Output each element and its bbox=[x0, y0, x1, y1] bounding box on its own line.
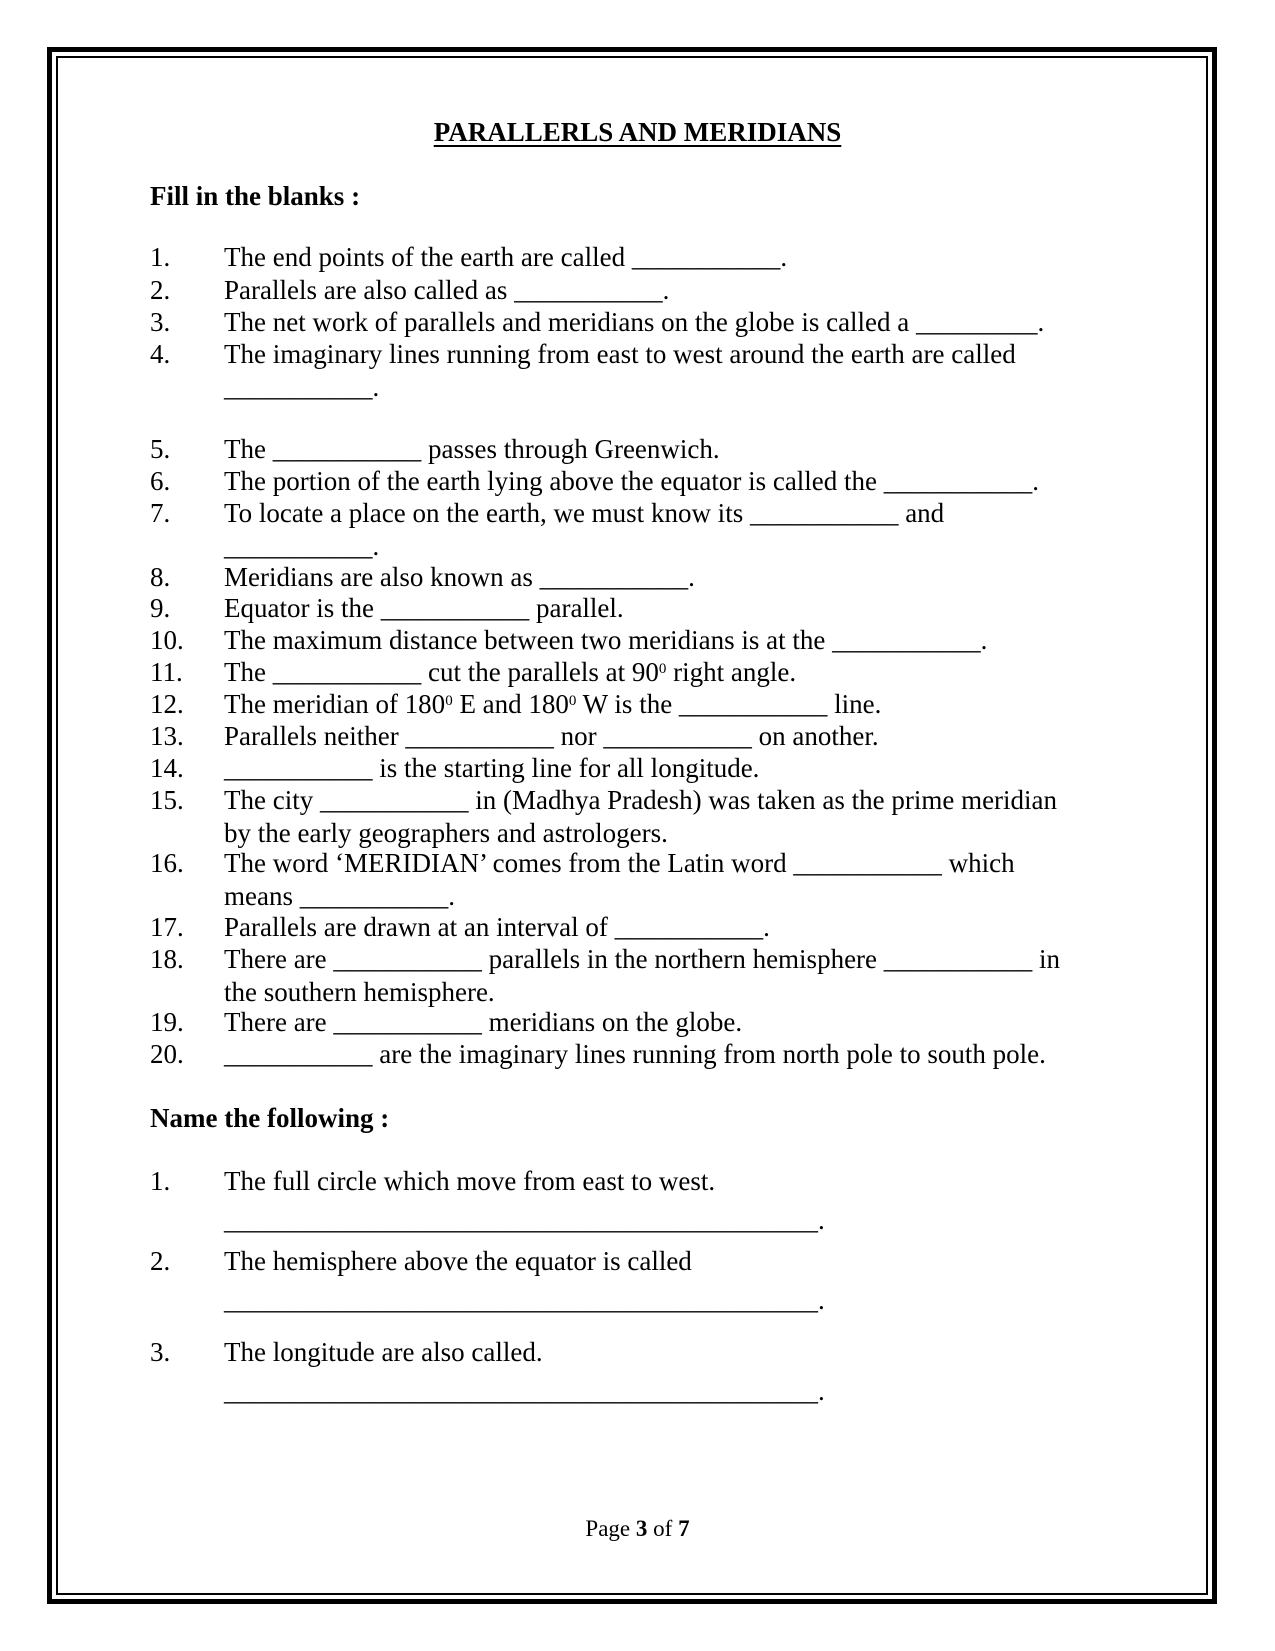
question-text: Parallels are drawn at an interval of ___________. bbox=[224, 912, 770, 942]
question-number: 15. bbox=[150, 785, 184, 815]
question-number: 19. bbox=[150, 1007, 184, 1037]
question-number: 18. bbox=[150, 944, 184, 974]
question-number: 17. bbox=[150, 912, 184, 942]
question-number: 5. bbox=[150, 434, 171, 464]
name-the-following-heading: Name the following : bbox=[150, 1103, 390, 1133]
question-number: 9. bbox=[150, 593, 171, 623]
question-number: 16. bbox=[150, 848, 184, 878]
question-text: The city ___________ in (Madhya Pradesh) was taken as the prime meridian by the early geographers and astrologers. bbox=[224, 785, 1058, 848]
question-text: The longitude are also called. ____________________________________________. bbox=[224, 1336, 1140, 1408]
answer-line: ____________________________________________. bbox=[224, 1376, 825, 1406]
page-number-footer: Page 3 of 7 bbox=[585, 1516, 690, 1541]
question-text: The portion of the earth lying above the equator is called the ___________. bbox=[224, 466, 1040, 496]
question-text: The full circle which move from east to west. ____________________________________________. bbox=[224, 1165, 1140, 1237]
question-text: ___________ is the starting line for all longitude. bbox=[224, 753, 760, 783]
question-number: 10. bbox=[150, 625, 184, 655]
question-text: The word ‘MERIDIAN’ comes from the Latin word ___________ which means ___________. bbox=[224, 848, 1015, 911]
question-text: The ___________ cut the parallels at $90^0$ right angle. bbox=[224, 657, 797, 687]
question-text: The meridian of $180^0$ E and $180^0$ W is the ___________ line. bbox=[224, 689, 882, 719]
degree-superscript: 0 bbox=[568, 693, 577, 709]
question-text: Parallels are also called as ___________. bbox=[224, 275, 670, 305]
question-text: The end points of the earth are called ___________. bbox=[224, 242, 788, 272]
question-text: ___________ are the imaginary lines running from north pole to south pole. bbox=[224, 1039, 1046, 1069]
total-pages: 7 bbox=[678, 1516, 690, 1541]
question-text: Equator is the ___________ parallel. bbox=[224, 593, 624, 623]
question-number: 14. bbox=[150, 753, 184, 783]
degree-superscript: 0 bbox=[445, 693, 453, 709]
answer-line: ____________________________________________. bbox=[224, 1285, 825, 1315]
worksheet-title: PARALLERLS AND MERIDIANS bbox=[433, 117, 842, 147]
question-text: The imaginary lines running from east to west around the earth are called ___________. bbox=[224, 339, 1016, 402]
question-text: The ___________ passes through Greenwich. bbox=[224, 434, 720, 464]
question-number: 8. bbox=[150, 562, 171, 592]
question-number: 4. bbox=[150, 339, 171, 369]
question-text: The maximum distance between two meridians is at the ___________. bbox=[224, 625, 988, 655]
question-number: 6. bbox=[150, 466, 171, 496]
current-page: 3 bbox=[635, 1516, 648, 1541]
degree-superscript: 0 bbox=[658, 661, 667, 677]
question-number: 13. bbox=[150, 721, 184, 751]
question-number: 1. bbox=[150, 242, 171, 272]
question-text: There are ___________ meridians on the globe. bbox=[224, 1007, 743, 1037]
question-number: 7. bbox=[150, 498, 171, 528]
question-number: 2. bbox=[150, 275, 171, 305]
question-text: The net work of parallels and meridians on the globe is called a _________. bbox=[224, 307, 1045, 337]
question-number: 3. bbox=[150, 307, 171, 337]
question-number: 1. bbox=[150, 1166, 171, 1196]
question-number: 2. bbox=[150, 1246, 171, 1276]
question-text: Parallels neither ___________ nor ___________ on another. bbox=[224, 721, 879, 751]
fill-in-blanks-heading: Fill in the blanks : bbox=[150, 181, 361, 211]
question-number: 3. bbox=[150, 1337, 171, 1367]
question-number: 20. bbox=[150, 1039, 184, 1069]
question-number: 11. bbox=[150, 657, 183, 687]
question-text: To locate a place on the earth, we must know its ___________ and ___________. bbox=[224, 498, 945, 561]
question-text: The hemisphere above the equator is called ____________________________________________. bbox=[224, 1245, 1140, 1317]
question-text: Meridians are also known as ___________. bbox=[224, 562, 695, 592]
question-number: 12. bbox=[150, 689, 184, 719]
answer-line: ____________________________________________. bbox=[224, 1205, 825, 1235]
question-text: There are ___________ parallels in the northern hemisphere ___________ in the southern hemisphere. bbox=[224, 944, 1061, 1007]
